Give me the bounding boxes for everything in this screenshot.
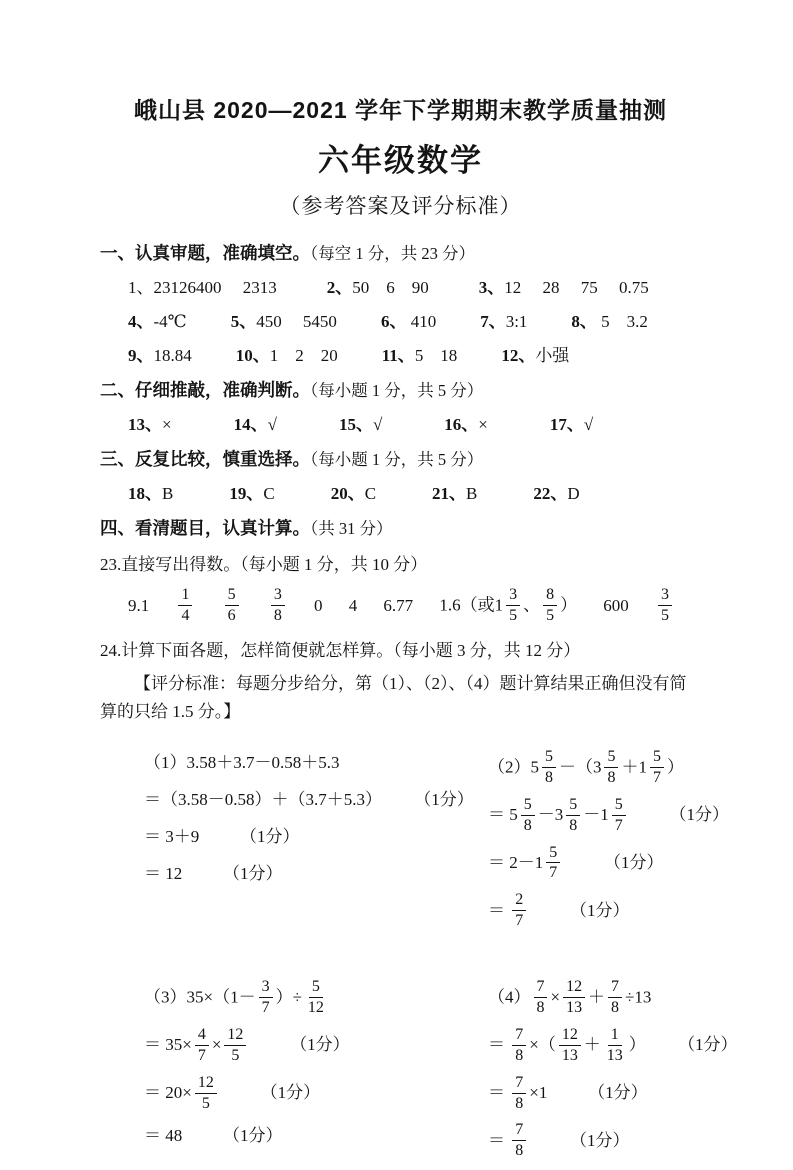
- answer-value: 23126400 2313: [153, 278, 277, 297]
- calc-step: [144, 1122, 474, 1150]
- answer-value: 3:1: [505, 312, 528, 331]
- step-score: （1分）: [240, 827, 300, 846]
- section-4-title: 四、看清题目，认真计算。: [100, 518, 310, 538]
- step-score: （1分）: [290, 1035, 350, 1055]
- fraction: $\frac{12}{13}$: [563, 978, 585, 1017]
- question-number: 10、: [235, 346, 270, 365]
- fraction: $\frac{5}{8}$: [542, 748, 556, 787]
- problem-1: [144, 740, 474, 940]
- fill-answers-row-1: [100, 275, 701, 301]
- question-23-answers-row: [100, 584, 701, 628]
- step-score: （1分）: [669, 805, 729, 825]
- answer-value: 12 28 75 0.75: [504, 278, 649, 297]
- fraction: $\frac{5}{7}$: [612, 796, 626, 835]
- question-number: 8、: [571, 312, 597, 331]
- question-number: 4、: [128, 312, 154, 331]
- question-number: 7、: [480, 312, 506, 331]
- q23-answer: [268, 587, 288, 626]
- question-23-title: 23.直接写出得数。（每小题 1 分，共 10 分）: [100, 555, 428, 574]
- answer-value: B: [162, 484, 174, 503]
- answer-value: 450 5450: [256, 312, 337, 331]
- step-score: （1分）: [223, 1126, 283, 1146]
- fill-answer-item: [480, 309, 527, 335]
- step-math: ＝ 2－1 $\frac{5}{7}$: [488, 853, 563, 872]
- calc-step: [144, 823, 474, 851]
- fill-answer-item: [382, 343, 458, 369]
- step-math: ＝ 5 $\frac{5}{8}$ －3 $\frac{5}{8}$ －1 $\frac{5}{7}$: [488, 805, 629, 824]
- question-number: 21、: [432, 484, 467, 503]
- answer-value: 410: [406, 312, 437, 331]
- answer-value: 小强: [535, 346, 570, 365]
- fill-answer-item: [128, 309, 187, 335]
- fraction: $\frac{3}{7}$: [259, 978, 273, 1017]
- step-math: ＝ $\frac{7}{8}$ ×（ $\frac{12}{13}$ ＋ $\frac{1}{13}$ ）: [488, 1025, 646, 1064]
- calc-step: [488, 892, 738, 931]
- q23-answer: [175, 587, 195, 626]
- step-math: ＝（3.58－0.58）＋（3.7＋5.3）: [144, 790, 382, 809]
- fill-answer-item: [327, 275, 429, 301]
- q23-answer: 4: [348, 596, 358, 615]
- problem-head: （2）5 $\frac{5}{8}$ －（3 $\frac{5}{8}$ ＋1 $\frac{5}{7}$ ）: [488, 748, 684, 786]
- fraction: $\frac{5}{7}$: [546, 844, 560, 883]
- question-number: 13、: [128, 415, 162, 434]
- answer-value: √: [583, 415, 594, 434]
- step-score: （1分）: [570, 900, 630, 920]
- section-2-title: 二、仔细推敲，准确判断。: [100, 380, 310, 400]
- answer-value: C: [364, 484, 377, 503]
- answer-value: ×: [162, 415, 172, 434]
- step-math: ＝ $\frac{7}{8}$: [488, 1131, 529, 1150]
- answer-value: 18.84: [153, 346, 192, 365]
- calc-step: [488, 845, 738, 884]
- question-24-rubric: 【评分标准：每题分步给分，第（1）、（2）、（4）题计算结果正确但没有简算的只给 1.5 分。】: [100, 674, 687, 721]
- fraction: $\frac{5}{6}$: [225, 586, 239, 625]
- exam-title: 峨山县 2020—2021 学年下学期期末教学质量抽测: [133, 97, 668, 123]
- choice-answer-item: [229, 481, 274, 507]
- answer-value: B: [466, 484, 478, 503]
- fraction: $\frac{7}{8}$: [512, 1121, 526, 1160]
- question-number: 11、: [381, 346, 415, 365]
- problem-4: [488, 970, 738, 1170]
- question-number: 9、: [128, 346, 154, 365]
- answer-value: D: [567, 484, 580, 503]
- fraction: $\frac{2}{7}$: [512, 891, 526, 930]
- q23-answer: [655, 587, 675, 626]
- question-number: 20、: [330, 484, 365, 503]
- choice-answers-row: [100, 481, 701, 507]
- section-1-heading: [100, 240, 701, 267]
- calc-step: [144, 786, 474, 814]
- answer-value: 50 6 90: [352, 278, 429, 297]
- section-2-heading: [100, 377, 701, 404]
- step-score: （1分）: [604, 852, 664, 872]
- fill-answers-row-3: [100, 343, 701, 369]
- fraction: $\frac{5}{7}$: [650, 748, 664, 787]
- step-math: ＝ $\frac{7}{8}$ ×1: [488, 1073, 548, 1112]
- choice-answer-item: [533, 481, 579, 507]
- q23-answer: 0: [314, 596, 323, 615]
- step-score: （1分）: [422, 790, 474, 809]
- step-math: ＝ 35× $\frac{4}{7}$ × $\frac{12}{5}$: [144, 1035, 249, 1054]
- step-score: （1分）: [223, 864, 283, 883]
- answer-value: 5 18: [414, 346, 458, 365]
- answer-value: √: [372, 415, 383, 434]
- answer-value: C: [263, 484, 275, 503]
- fraction: $\frac{5}{8}$: [604, 748, 618, 787]
- q23-answer: 9.1: [128, 596, 150, 615]
- fraction: $\frac{5}{12}$: [307, 978, 324, 1017]
- problem-head: （1）3.58＋3.7－0.58＋5.3: [144, 753, 340, 772]
- step-math: ＝ 3＋9: [144, 827, 200, 846]
- question-number: 3、: [478, 278, 505, 297]
- question-number: 18、: [128, 484, 162, 503]
- judge-answers-row: [100, 412, 701, 438]
- step-score: （1分）: [570, 1130, 630, 1150]
- section-3-heading: [100, 446, 701, 473]
- section-3-title: 三、反复比较，慎重选择。: [100, 449, 310, 469]
- step-score: （1分）: [260, 1082, 321, 1102]
- judge-answer-item: [550, 412, 593, 438]
- subject-title: 六年级数学: [318, 143, 483, 178]
- step-math: ＝ 48: [144, 1126, 183, 1146]
- fill-answer-item: [501, 343, 569, 369]
- judge-answer-item: [339, 412, 382, 438]
- question-24-title: 24.计算下面各题，怎样简便就怎样算。（每小题 3 分，共 12 分）: [100, 641, 581, 660]
- judge-answer-item: [128, 412, 172, 438]
- section-3-note: （每小题 1 分，共 5 分）: [310, 450, 484, 469]
- q23-answer: 600: [603, 596, 629, 615]
- answer-value: 1 2 20: [269, 346, 338, 365]
- section-4-note: （共 31 分）: [310, 519, 393, 538]
- q23-answer: 1.6（或1 $\frac{3}{5}$ 、 $\frac{8}{5}$ ）: [439, 585, 578, 624]
- fraction: $\frac{3}{5}$: [506, 586, 520, 625]
- problem-head: （3）35×（1－ $\frac{3}{7}$ ）÷ $\frac{5}{12}$: [144, 979, 474, 1018]
- fill-answer-item: [128, 275, 277, 301]
- question-number: 15、: [338, 415, 373, 434]
- answers-subtitle: （参考答案及评分标准）: [279, 195, 522, 218]
- step-math: ＝ 12: [144, 864, 183, 883]
- choice-answer-item: [128, 481, 173, 507]
- calc-step: [144, 1075, 474, 1114]
- fraction: $\frac{7}{8}$: [512, 1026, 526, 1065]
- judge-answer-item: [444, 412, 488, 438]
- problem-2: [488, 740, 738, 940]
- fill-answers-row-2: [100, 309, 701, 335]
- question-number: 12、: [501, 346, 536, 365]
- question-number: 22、: [533, 484, 568, 503]
- answer-value: 5 3.2: [596, 312, 648, 331]
- answer-value: √: [267, 415, 277, 434]
- calc-step: [488, 1075, 738, 1114]
- question-number: 16、: [444, 415, 479, 434]
- calc-step: [488, 1122, 738, 1161]
- choice-answer-item: [331, 481, 376, 507]
- problem-3: [144, 970, 474, 1170]
- calc-step: [488, 797, 738, 836]
- question-number: 17、: [549, 415, 584, 434]
- question-number: 6、: [380, 312, 407, 331]
- answer-value: ×: [478, 415, 488, 434]
- fraction: $\frac{7}{8}$: [608, 978, 622, 1017]
- fraction: $\frac{5}{8}$: [566, 796, 580, 835]
- calculation-grid: [100, 740, 738, 1170]
- problem-head: （4） $\frac{7}{8}$ × $\frac{12}{13}$ ＋ $\frac{7}{8}$ ÷13: [488, 978, 652, 1017]
- calc-step: [144, 1027, 474, 1066]
- question-number: 5、: [230, 312, 257, 331]
- calc-step: [488, 1027, 738, 1066]
- step-math: ＝ $\frac{2}{7}$: [488, 901, 529, 920]
- section-4-heading: [100, 515, 701, 542]
- question-number: 19、: [229, 484, 264, 503]
- choice-answer-item: [432, 481, 477, 507]
- fraction: $\frac{12}{5}$: [224, 1026, 246, 1065]
- question-number: 1、: [128, 278, 154, 297]
- question-number: 14、: [233, 415, 268, 434]
- section-1-title: 一、认真审题，准确填空。: [100, 243, 310, 263]
- fraction: $\frac{5}{8}$: [521, 796, 535, 835]
- step-math: ＝ 20× $\frac{12}{5}$: [144, 1083, 220, 1102]
- fill-answer-item: [381, 309, 436, 335]
- fraction: $\frac{3}{5}$: [658, 586, 672, 625]
- fraction: $\frac{12}{5}$: [195, 1074, 217, 1113]
- fill-answer-item: [231, 309, 337, 335]
- fraction: $\frac{12}{13}$: [559, 1026, 581, 1065]
- question-number: 2、: [326, 278, 353, 297]
- fill-answer-item: [236, 343, 338, 369]
- section-2-note: （每小题 1 分，共 5 分）: [310, 381, 484, 400]
- fill-answer-item: [479, 275, 649, 301]
- answer-value: -4℃: [153, 312, 187, 331]
- judge-answer-item: [234, 412, 277, 438]
- fraction: $\frac{4}{7}$: [195, 1026, 209, 1065]
- calc-step: [144, 860, 474, 888]
- fraction: $\frac{1}{4}$: [178, 586, 192, 625]
- section-1-note: （每空 1 分，共 23 分）: [310, 244, 475, 263]
- step-score: （1分）: [588, 1082, 648, 1102]
- fraction: $\frac{7}{8}$: [512, 1074, 526, 1113]
- fill-answer-item: [571, 309, 648, 335]
- q23-answer: 6.77: [383, 596, 414, 615]
- fraction: $\frac{7}{8}$: [534, 978, 548, 1017]
- fraction: $\frac{1}{13}$: [606, 1025, 623, 1064]
- step-score: （1分）: [686, 1035, 738, 1055]
- q23-answer: [222, 587, 242, 626]
- fraction: $\frac{8}{5}$: [543, 586, 557, 625]
- fill-answer-item: [128, 343, 192, 369]
- fraction: $\frac{3}{8}$: [271, 586, 285, 625]
